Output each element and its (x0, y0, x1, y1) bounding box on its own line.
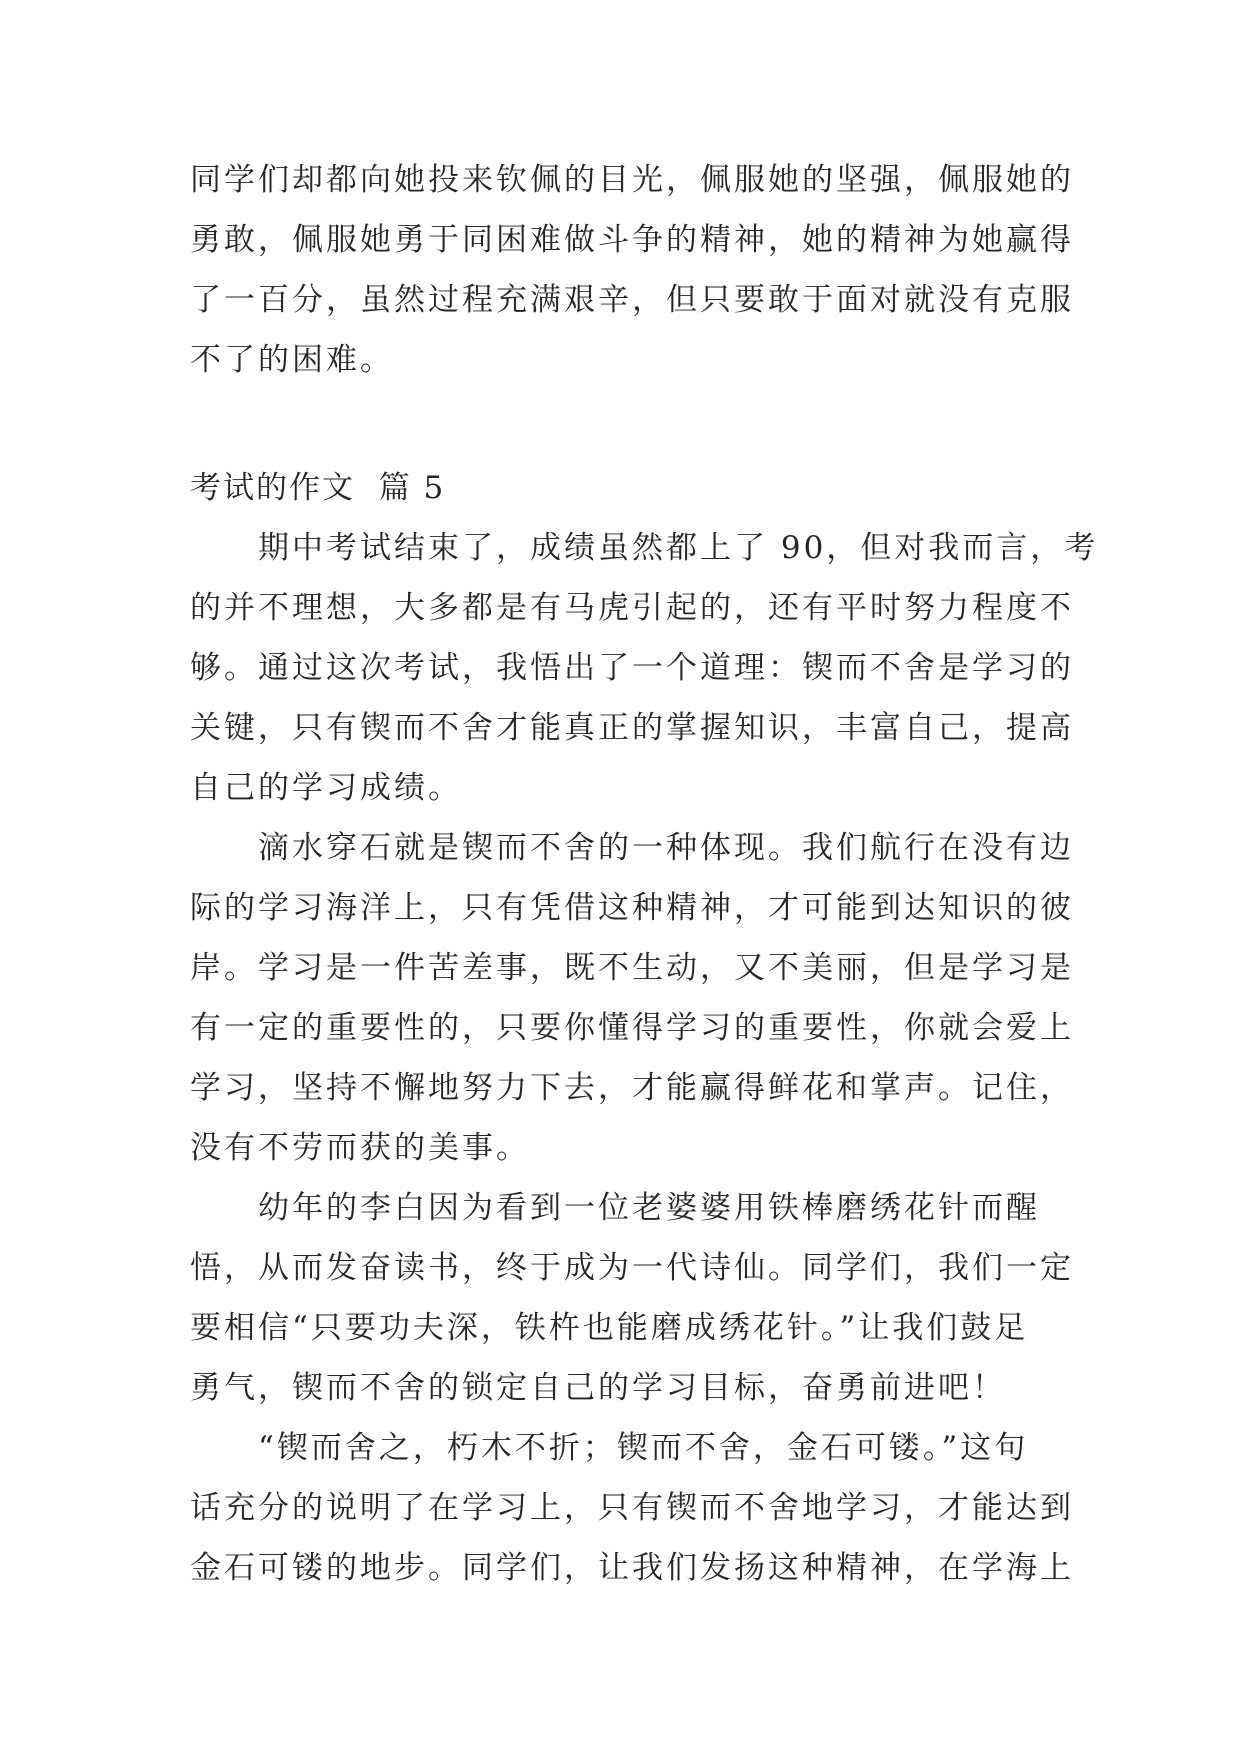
text-line: 幼年的李白因为看到一位老婆婆用铁棒磨绣花针而醒 (258, 1190, 1040, 1226)
text-line: 的并不理想，大多都是有马虎引起的，还有平时努力程度不 (190, 590, 1074, 626)
text-line: 同学们却都向她投来钦佩的目光，佩服她的坚强，佩服她的 (190, 162, 1074, 198)
continuation-paragraph (190, 150, 1074, 390)
text-line: 期中考试结束了，成绩虽然都上了 90，但对我而言，考 (258, 530, 1099, 566)
paragraph-3 (190, 1178, 1074, 1418)
text-line: 岸。学习是一件苦差事，既不生动，又不美丽，但是学习是 (190, 950, 1074, 986)
text-line: 话充分的说明了在学习上，只有锲而不舍地学习，才能达到 (190, 1490, 1074, 1526)
text-line: 滴水穿石就是锲而不舍的一种体现。我们航行在没有边 (258, 830, 1074, 866)
text-line: “锲而舍之，朽木不折；锲而不舍，金石可镂。”这句 (258, 1430, 1029, 1466)
text-line: 勇气，锲而不舍的锁定自己的学习目标，奋勇前进吧！ (190, 1370, 1006, 1406)
paragraph-2 (190, 818, 1074, 1178)
section-heading: 考试的作文 篇 5 (190, 470, 446, 506)
document-body (190, 150, 1099, 1598)
paragraph-1 (190, 518, 1099, 818)
text-line: 有一定的重要性的，只要你懂得学习的重要性，你就会爱上 (190, 1010, 1074, 1046)
text-line: 金石可镂的地步。同学们，让我们发扬这种精神，在学海上 (190, 1550, 1074, 1586)
text-line: 勇敢，佩服她勇于同困难做斗争的精神，她的精神为她赢得 (190, 222, 1074, 258)
text-line: 自己的学习成绩。 (190, 770, 462, 806)
text-line: 要相信“只要功夫深，铁杵也能磨成绣花针。”让我们鼓足 (190, 1310, 1029, 1346)
text-line: 关键，只有锲而不舍才能真正的掌握知识，丰富自己，提高 (190, 710, 1074, 746)
section-gap (190, 390, 1070, 458)
text-line: 悟，从而发奋读书，终于成为一代诗仙。同学们，我们一定 (190, 1250, 1074, 1286)
paragraph-4 (190, 1418, 1074, 1598)
text-line: 际的学习海洋上，只有凭借这种精神，才可能到达知识的彼 (190, 890, 1074, 926)
text-line: 了一百分，虽然过程充满艰辛，但只要敢于面对就没有克服 (190, 282, 1074, 318)
text-line: 没有不劳而获的美事。 (190, 1130, 530, 1166)
text-line: 不了的困难。 (190, 342, 394, 378)
text-line: 够。通过这次考试，我悟出了一个道理：锲而不舍是学习的 (190, 650, 1074, 686)
text-line: 学习，坚持不懈地努力下去，才能赢得鲜花和掌声。记住， (190, 1070, 1074, 1106)
